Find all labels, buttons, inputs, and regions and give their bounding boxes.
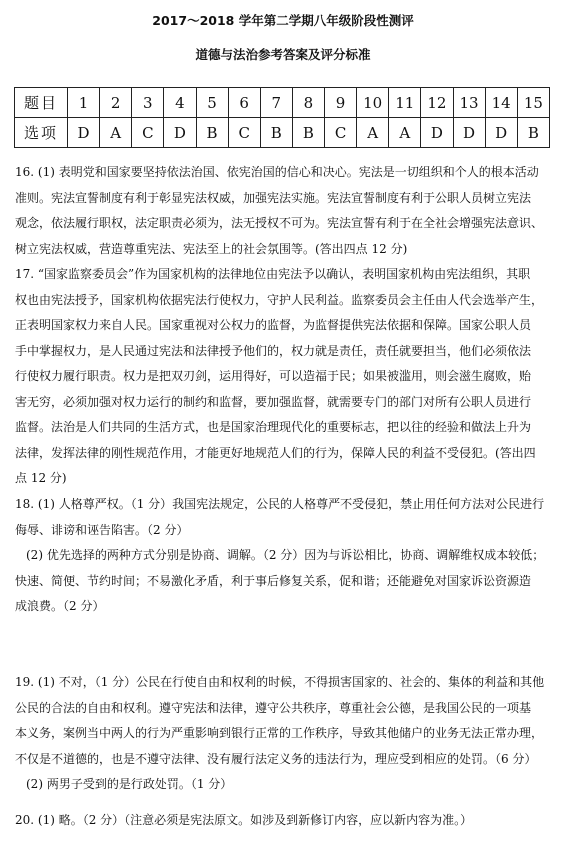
answer-cell: B <box>292 118 324 148</box>
question-number-cell: 10 <box>357 88 389 118</box>
document-subtitle: 道德与法治参考答案及评分标准 <box>195 47 371 62</box>
question-number-cell: 12 <box>421 88 453 118</box>
question-number-cell: 9 <box>325 88 357 118</box>
answer-q16 <box>15 160 557 262</box>
answer-cell: C <box>325 118 357 148</box>
question-number-cell: 2 <box>100 88 132 118</box>
answer-q20 <box>15 808 557 834</box>
text-line: 17. “国家监察委员会”作为国家机构的法律地位由宪法予以确认，表明国家机构由宪法组织，其职 <box>15 267 531 281</box>
answer-cell: D <box>453 118 485 148</box>
answer-q18-part1 <box>15 492 557 543</box>
text-line: 侮辱、诽谤和诬告陷害。（2 分） <box>15 522 189 537</box>
question-number-cell: 3 <box>132 88 164 118</box>
text-line: 16. (1) 表明党和国家要坚持依法治国、依宪治国的信心和决心。宪法是一切组织和个人的根本活动 <box>15 165 539 179</box>
answer-q18-part2 <box>15 543 557 620</box>
question-row-header: 题目 <box>15 88 68 118</box>
answer-cell: A <box>100 118 132 148</box>
text-line: 正表明国家权力来自人民。国家重视对公权力的监督，为监督提供宪法依据和保障。国家公职人员 <box>15 318 532 332</box>
answer-row-header: 选项 <box>15 118 68 148</box>
answer-table <box>14 87 550 148</box>
text-line: 手中掌握权力，是人民通过宪法和法律授予他们的，权力就是责任，责任就要担当，他们必须依法 <box>15 343 532 358</box>
text-line: 20. (1) 略。（2 分）（注意必须是宪法原文。如涉及到新修订内容，应以新内容为准。） <box>15 813 473 827</box>
text-line: 害无穷，必须加强对权力运行的制约和监督，要加强监督，就需要专门的部门对所有公职人员进行 <box>15 394 532 409</box>
question-number-cell: 5 <box>196 88 228 118</box>
answer-cell: C <box>228 118 260 148</box>
text-line: 点 12 分) <box>15 471 67 485</box>
question-number-cell: 13 <box>453 88 485 118</box>
answer-cell: D <box>485 118 517 148</box>
question-number-cell: 1 <box>68 88 100 118</box>
document-title: 2017～2018 学年第二学期八年级阶段性测评 <box>152 13 414 28</box>
answer-cell: D <box>164 118 196 148</box>
text-line: 不仅是不道德的，也是不遵守法律、没有履行法定义务的违法行为，理应受到相应的处罚。（6 分） <box>15 751 537 766</box>
answer-cell: D <box>68 118 100 148</box>
answer-cell: A <box>357 118 389 148</box>
answer-option-row <box>15 118 550 148</box>
text-line: 18. (1) 人格尊严权。（1 分）我国宪法规定，公民的人格尊严不受侵犯，禁止用任何方法对公民进行 <box>15 497 545 511</box>
text-line: 监督。法治是人们共同的生活方式，也是国家治理现代化的重要标志，把以往的经验和做法上升为 <box>15 420 532 434</box>
question-number-row <box>15 88 550 118</box>
text-line: 树立宪法权威，营造尊重宪法、宪法至上的社会氛围等。(答出四点 12 分) <box>15 241 408 256</box>
answer-cell: B <box>260 118 292 148</box>
answer-q17 <box>15 262 557 492</box>
answer-q19-part1 <box>15 670 557 772</box>
text-line: 观念，依法履行职权，法定职责必须为，法无授权不可为。宪法宣誓有利于在全社会增强宪法意识、 <box>15 216 544 230</box>
answer-cell: C <box>132 118 164 148</box>
text-line: 准则。宪法宣誓制度有利于彰显宪法权威，加强宪法实施。宪法宣誓制度有利于公职人员树立宪法 <box>15 190 532 205</box>
question-number-cell: 11 <box>389 88 421 118</box>
text-line: (2) 优先选择的两种方式分别是协商、调解。（2 分）因为与诉讼相比，协商、调解维权成本较低； <box>26 548 545 562</box>
text-line: 快速、简便、节约时间；不易激化矛盾，利于事后修复关系，促和谐；还能避免对国家诉讼资源造 <box>15 573 532 588</box>
question-number-cell: 6 <box>228 88 260 118</box>
question-number-cell: 14 <box>485 88 517 118</box>
text-line: 19. (1) 不对，（1 分）公民在行使自由和权利的时候，不得损害国家的、社会的、集体的利益和其他 <box>15 675 545 689</box>
text-line: 公民的合法的自由和权利。遵守宪法和法律，遵守公共秩序，尊重社会公德，是我国公民的一项基 <box>15 700 532 715</box>
answer-cell: D <box>421 118 453 148</box>
answer-cell: A <box>389 118 421 148</box>
text-line: 本义务，案例当中两人的行为严重影响到银行正常的工作秩序，导致其他储户的业务无法正常办理， <box>15 726 544 740</box>
question-number-cell: 15 <box>517 88 549 118</box>
question-number-cell: 8 <box>292 88 324 118</box>
question-number-cell: 7 <box>260 88 292 118</box>
text-line: (2) 两男子受到的是行政处罚。（1 分） <box>26 777 233 791</box>
text-line: 成浪费。（2 分） <box>15 599 105 613</box>
text-line: 法律，发挥法律的刚性规范作用，才能更好地规范人们的行为，保障人民的利益不受侵犯。(答出四 <box>15 445 536 460</box>
answer-q19-part2 <box>26 772 557 798</box>
question-number-cell: 4 <box>164 88 196 118</box>
answer-cell: B <box>517 118 549 148</box>
text-line: 行使权力履行职责。权力是把双刃剑，运用得好，可以造福于民；如果被滥用，则会滋生腐败，贻 <box>15 369 532 383</box>
answer-cell: B <box>196 118 228 148</box>
text-line: 权也由宪法授予，国家机构依据宪法行使权力，守护人民利益。监察委员会主任由人代会选举产生， <box>15 292 544 307</box>
